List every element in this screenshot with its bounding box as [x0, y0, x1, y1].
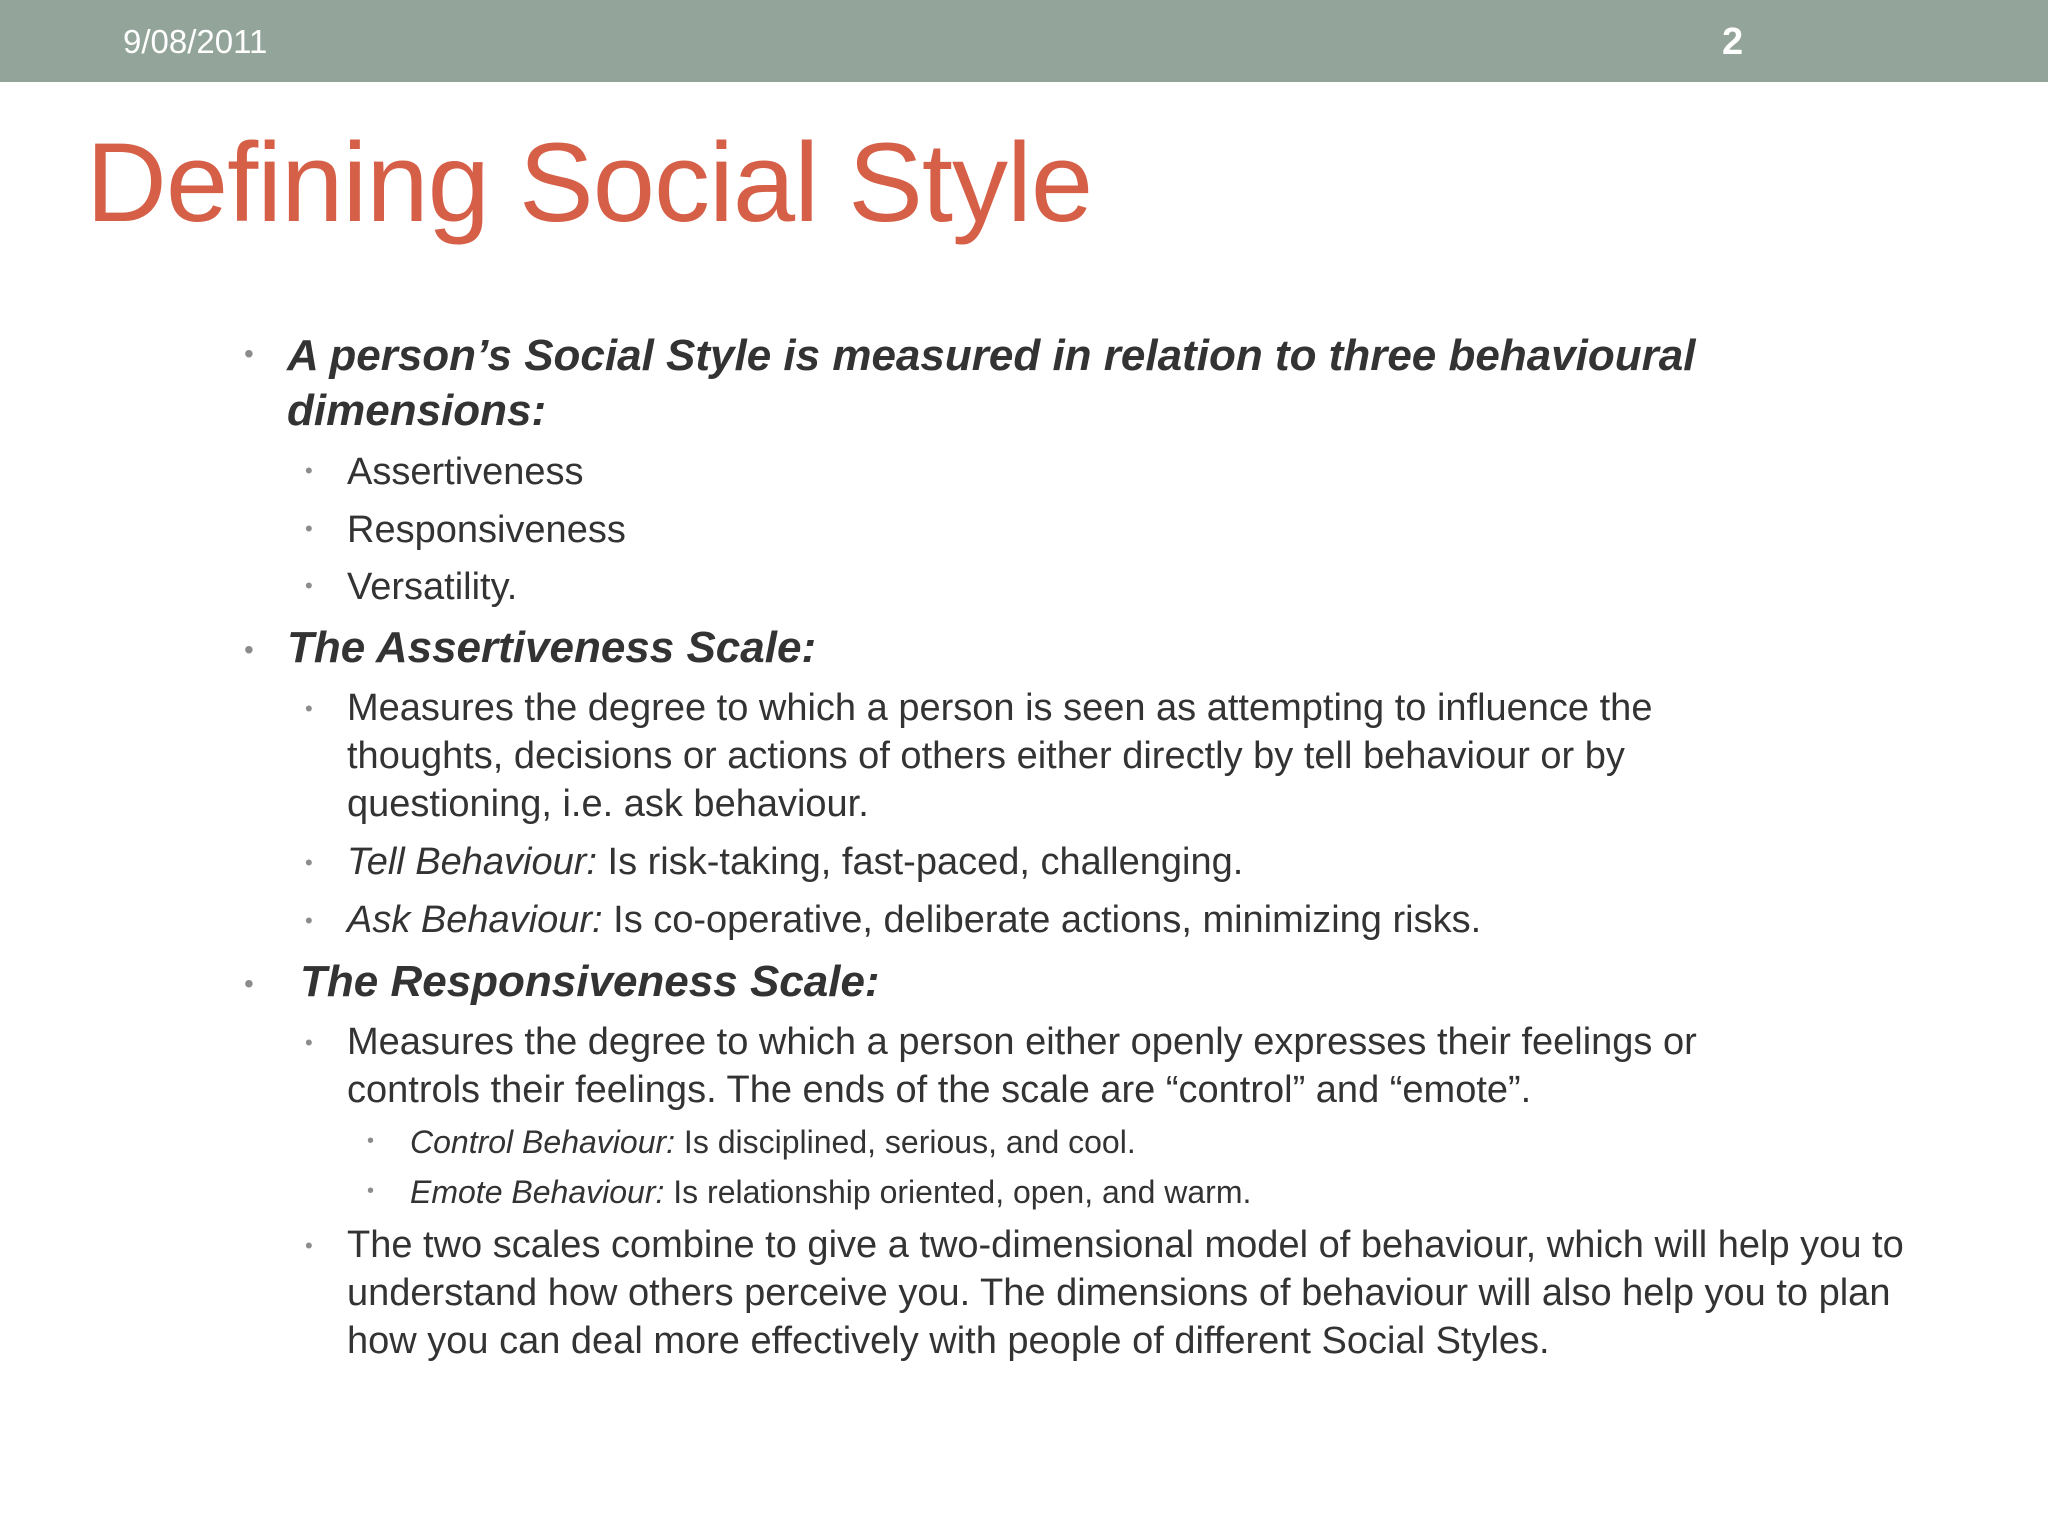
slide-date: 9/08/2011 [123, 23, 268, 60]
tell-behaviour-text: Is risk-taking, fast-paced, challenging. [596, 841, 1244, 883]
bullet-behavioural-dimensions: A person’s Social Style is measured in relation to three behavioural dimensions: [287, 331, 1696, 435]
list-item-ask-behaviour [347, 896, 1987, 944]
control-behaviour-text: Is disciplined, serious, and cool. [675, 1124, 1136, 1160]
bullet-dot: • [305, 1030, 313, 1055]
bullet-dot: • [305, 908, 313, 933]
heading-assertiveness-scale: The Assertiveness Scale: [287, 623, 817, 672]
list-item-versatility: Versatility. [347, 566, 518, 608]
bullet-dot: • [367, 1130, 375, 1152]
bullet-dot: • [305, 516, 313, 541]
bullet-dot: • [367, 1180, 375, 1202]
bullet-dot: • [244, 968, 254, 999]
list-item-emote-behaviour [410, 1168, 1910, 1216]
emote-behaviour-label: Emote Behaviour: [410, 1174, 665, 1210]
list-item-assertiveness-description: Measures the degree to which a person is seen as attempting to influence the thoughts, decisions or actions of others either directly by tell behaviour or by questioning, i.e. ask behaviour. [347, 687, 1653, 825]
slide-title: Defining Social Style [86, 120, 1093, 245]
ask-behaviour-text: Is co-operative, deliberate actions, minimizing risks. [602, 899, 1482, 941]
list-item-responsiveness: Responsiveness [347, 509, 626, 551]
slide-page-number: 2 [1722, 21, 1744, 63]
list-item-tell-behaviour [347, 838, 1987, 886]
bullet-dot: • [305, 850, 313, 875]
bullet-dot: • [305, 696, 313, 721]
list-item-responsiveness-description: Measures the degree to which a person either openly expresses their feelings or controls their feelings. The ends of the scale are “control” and “emote”. [347, 1021, 1697, 1111]
control-behaviour-label: Control Behaviour: [410, 1124, 676, 1160]
list-item-two-scales-summary: The two scales combine to give a two-dimensional model of behaviour, which will help you to understand how others perceive you. The dimensions of behaviour will also help you to plan how you can deal more effectively with people of different Social Styles. [347, 1224, 1904, 1362]
heading-responsiveness-scale: The Responsiveness Scale: [300, 957, 880, 1006]
bullet-dot: • [305, 1233, 313, 1258]
tell-behaviour-label: Tell Behaviour: [347, 841, 597, 883]
list-item-control-behaviour [410, 1118, 1910, 1166]
bullet-dot: • [305, 573, 313, 598]
emote-behaviour-text: Is relationship oriented, open, and warm. [664, 1174, 1252, 1210]
bullet-dot: • [244, 634, 254, 665]
list-item-assertiveness: Assertiveness [347, 451, 584, 493]
bullet-dot: • [244, 338, 254, 369]
bullet-dot: • [305, 458, 313, 483]
ask-behaviour-label: Ask Behaviour: [347, 899, 603, 941]
